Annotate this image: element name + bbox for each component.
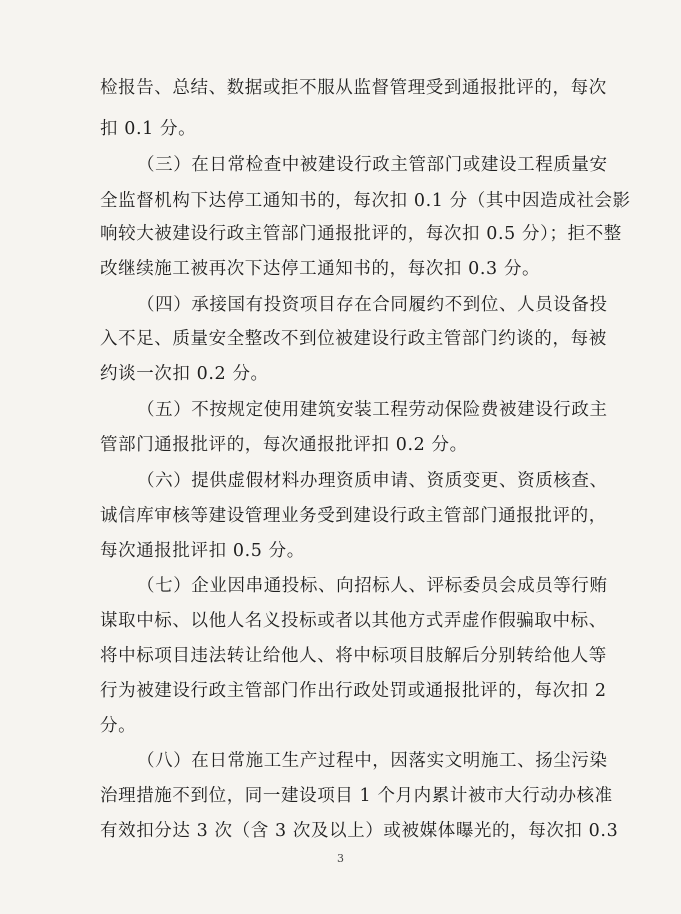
text-line: （四）承接国有投资项目存在合同履约不到位、人员设备投 [137, 295, 608, 315]
text-line: 扣 0.1 分。 [100, 119, 197, 139]
text-line: 响较大被建设行政主管部门通报批评的，每次扣 0.5 分）；拒不整 [100, 224, 622, 244]
text-line: 管部门通报批评的，每次通报批评扣 0.2 分。 [100, 435, 468, 455]
text-line: 分。 [100, 716, 137, 736]
text-line: 约谈一次扣 0.2 分。 [100, 364, 269, 384]
text-line: （六）提供虚假材料办理资质申请、资质变更、资质核查、 [137, 471, 608, 491]
page-number: 3 [337, 852, 344, 865]
text-line: （五）不按规定使用建筑安装工程劳动保险费被建设行政主 [137, 400, 608, 420]
text-line: 诚信库审核等建设管理业务受到建设行政主管部门通报批评的， [100, 506, 607, 526]
text-line: 每次通报批评扣 0.5 分。 [100, 541, 305, 561]
text-line: 治理措施不到位，同一建设项目 1 个月内累计被市大行动办核准 [100, 786, 613, 806]
text-line: 将中标项目违法转让给他人、将中标项目肢解后分别转给他人等 [100, 646, 607, 666]
text-line: 行为被建设行政主管部门作出行政处罚或通报批评的，每次扣 2 [100, 681, 607, 701]
text-line: （七）企业因串通投标、向招标人、评标委员会成员等行贿 [137, 576, 608, 596]
text-line: （八）在日常施工生产过程中，因落实文明施工、扬尘污染 [137, 751, 608, 771]
text-line: 改继续施工被再次下达停工通知书的，每次扣 0.3 分。 [100, 259, 541, 279]
text-line: （三）在日常检查中被建设行政主管部门或建设工程质量安 [137, 155, 608, 175]
text-line: 谋取中标、以他人名义投标或者以其他方式弄虚作假骗取中标、 [100, 611, 607, 631]
text-line: 入不足、质量安全整改不到位被建设行政主管部门约谈的，每被 [100, 329, 607, 349]
text-line: 有效扣分达 3 次（含 3 次及以上）或被媒体曝光的，每次扣 0.3 [100, 821, 619, 841]
text-line: 全监督机构下达停工通知书的，每次扣 0.1 分（其中因造成社会影 [100, 191, 631, 211]
text-line: 检报告、总结、数据或拒不服从监督管理受到通报批评的，每次 [100, 78, 607, 98]
